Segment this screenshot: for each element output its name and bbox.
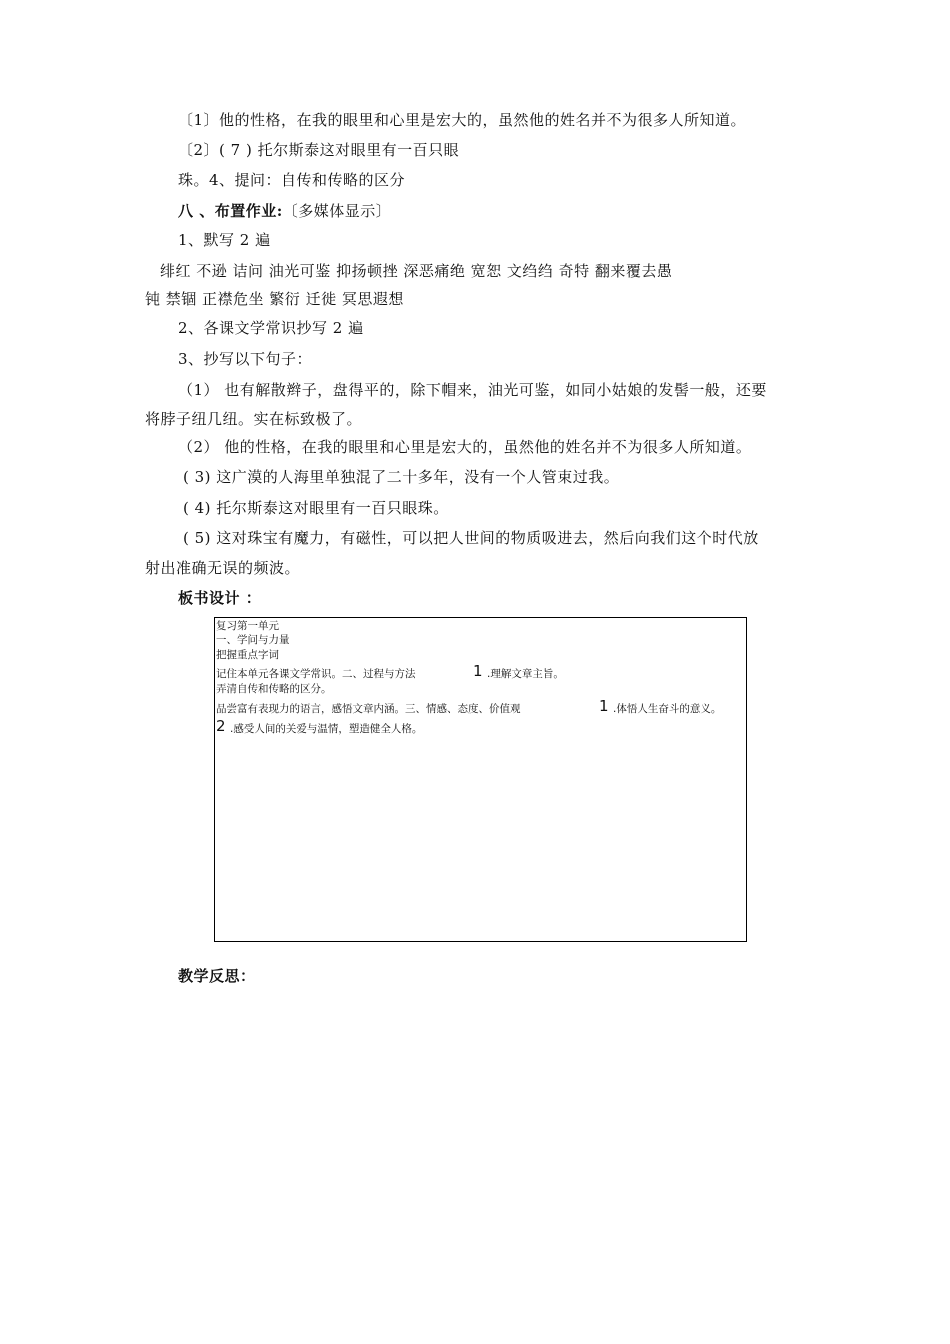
- board-number: 2: [216, 717, 226, 735]
- text-line: 〔1〕他的性格，在我的眼里和心里是宏大的，虽然他的姓名并不为很多人所知道。: [178, 111, 747, 129]
- board-line: 记住本单元各课文学常识。二、过程与方法: [216, 668, 416, 680]
- text-line: （2） 他的性格，在我的眼里和心里是宏大的，虽然他的姓名并不为很多人所知道。: [178, 438, 752, 456]
- section-heading-board-design: 板书设计 ：: [178, 589, 262, 607]
- text-line: 将脖子纽几纽。实在标致极了。: [145, 410, 363, 428]
- text-line: 1、默写 2 遍: [178, 231, 271, 249]
- board-line: .理解文章主旨。: [487, 668, 564, 680]
- board-line: 把握重点字词: [216, 649, 279, 661]
- text-line: 2、各课文学常识抄写 2 遍: [178, 319, 364, 337]
- text-line: ( 3) 这广漠的人海里单独混了二十多年，没有一个人管束过我。: [183, 468, 620, 486]
- board-line: .体悟人生奋斗的意义。: [613, 703, 722, 715]
- section-heading-label: 八 、布置作业:: [178, 202, 283, 220]
- section-heading-reflection: 教学反思：: [178, 967, 256, 985]
- text-line: 3、抄写以下句子：: [178, 350, 313, 368]
- board-number: 1: [473, 662, 483, 680]
- text-line: 珠。4、提问：自传和传略的区分: [178, 171, 406, 189]
- text-line: 射出准确无误的频波。: [145, 559, 301, 577]
- board-number: 1: [599, 697, 609, 715]
- section-heading-homework: [178, 201, 391, 221]
- section-heading-note: 〔多媒体显示〕: [282, 202, 392, 220]
- text-line: ( 4) 托尔斯泰这对眼里有一百只眼珠。: [183, 499, 449, 517]
- text-line: 绯红 不逊 诘问 油光可鉴 抑扬顿挫 深恶痛绝 宽恕 文绉绉 奇特 翻来覆去愚: [160, 262, 673, 280]
- board-line: 品尝富有表现力的语言，感悟文章内涵。三、情感、态度、价值观: [216, 703, 521, 715]
- text-line: 〔2〕( 7 ) 托尔斯泰这对眼里有一百只眼: [178, 141, 460, 159]
- board-line: 复习第一单元: [216, 620, 279, 632]
- text-line: （1） 也有解散辫子，盘得平的，除下帽来，油光可鉴，如同小姑娘的发髻一般，还要: [178, 381, 767, 399]
- text-line: 钝 禁锢 正襟危坐 繁衍 迁徙 冥思遐想: [145, 290, 404, 308]
- board-design-box: [214, 617, 747, 942]
- text-line: ( 5) 这对珠宝有魔力，有磁性，可以把人世间的物质吸进去，然后向我们这个时代放: [183, 529, 759, 547]
- board-line: 弄清自传和传略的区分。: [216, 683, 332, 695]
- board-line: .感受人间的关爱与温情，塑造健全人格。: [230, 723, 423, 735]
- board-line: 一、学问与力量: [216, 634, 290, 646]
